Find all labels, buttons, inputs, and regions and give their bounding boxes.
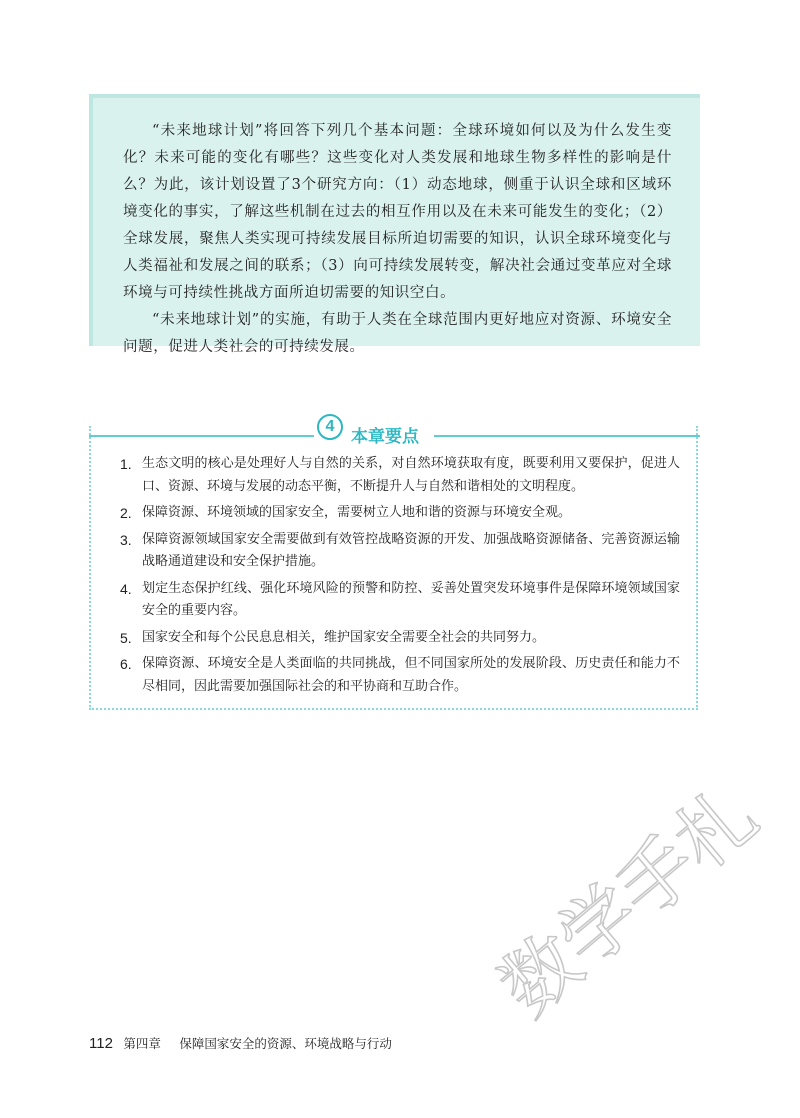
watermark (450, 760, 790, 1060)
key-point-number: 3. (120, 531, 132, 548)
key-point-number: 2. (120, 505, 132, 521)
key-point-item (120, 653, 680, 698)
key-point-text: 保障资源、环境安全是人类面临的共同挑战，但不同国家所处的发展阶段、历史责任和能力不尽相同，因此需要加强国际社会的和平协商和互助合作。 (142, 656, 680, 694)
key-point-item (120, 502, 680, 525)
key-point-item (120, 627, 680, 650)
chapter-label: 第四章 (123, 1036, 161, 1051)
key-point-item (120, 578, 680, 623)
key-point-text: 保障资源领域国家安全需要做到有效管控战略资源的开发、加强战略资源储备、完善资源运输战略通道建设和安全保护措施。 (142, 531, 680, 569)
key-point-text: 保障资源、环境领域的国家安全，需要树立人地和谐的资源与环境安全观。 (142, 505, 572, 520)
key-point-item (120, 453, 680, 498)
reading-box (89, 94, 700, 355)
key-points-list (120, 453, 680, 702)
key-point-text: 划定生态保护红线、强化环境风险的预警和防控、妥善处置突发环境事件是保障环境领域国家安全的重要内容。 (142, 580, 680, 618)
key-point-text: 国家安全和每个公民息息相关，维护国家安全需要全社会的共同努力。 (142, 629, 546, 645)
page-footer (89, 1034, 392, 1052)
watermark-text: 数学手札 (483, 769, 774, 1033)
key-point-text: 生态文明的核心是处理好人与自然的关系，对自然环境获取有度，既要利用又要保护，促进人口、资源、环境与发展的动态平衡，不断提升人与自然和谐相处的文明程度。 (142, 456, 680, 494)
section-number-badge: 4 (317, 414, 343, 440)
key-point-number: 6. (120, 656, 132, 672)
chapter-title: 保障国家安全的资源、环境战略与行动 (179, 1036, 392, 1051)
key-point-number: 1. (120, 456, 132, 472)
reading-paragraph-1: “未来地球计划”将回答下列几个基本问题：全球环境如何以及为什么发生变化？未来可能的变化有哪些？这些变化对人类发展和地球生物多样性的影响是什么？为此，该计划设置了3个研究方向：（1）动态地球，侧重于认识全球和区域环境变化的事实，了解这些机制在过去的相互作用以及在未来可能发生的变化；（2）全球发展，聚焦人类实现可持续发展目标所迫切需要的知识，认识全球环境变化与人类福祉和发展之间的联系；（3）向可持续发展转变，解决社会通过变革应对全球环境与可持续性挑战方面所迫切需要的知识空白。 (123, 123, 672, 301)
page-number: 112 (89, 1035, 113, 1052)
key-point-item (120, 529, 680, 574)
section-title: 本章要点 (351, 427, 419, 447)
reading-paragraph-2: “未来地球计划”的实施，有助于人类在全球范围内更好地应对资源、环境安全问题，促进人类社会的可持续发展。 (123, 312, 672, 355)
key-point-number: 5. (120, 629, 132, 646)
key-point-number: 4. (120, 580, 132, 597)
